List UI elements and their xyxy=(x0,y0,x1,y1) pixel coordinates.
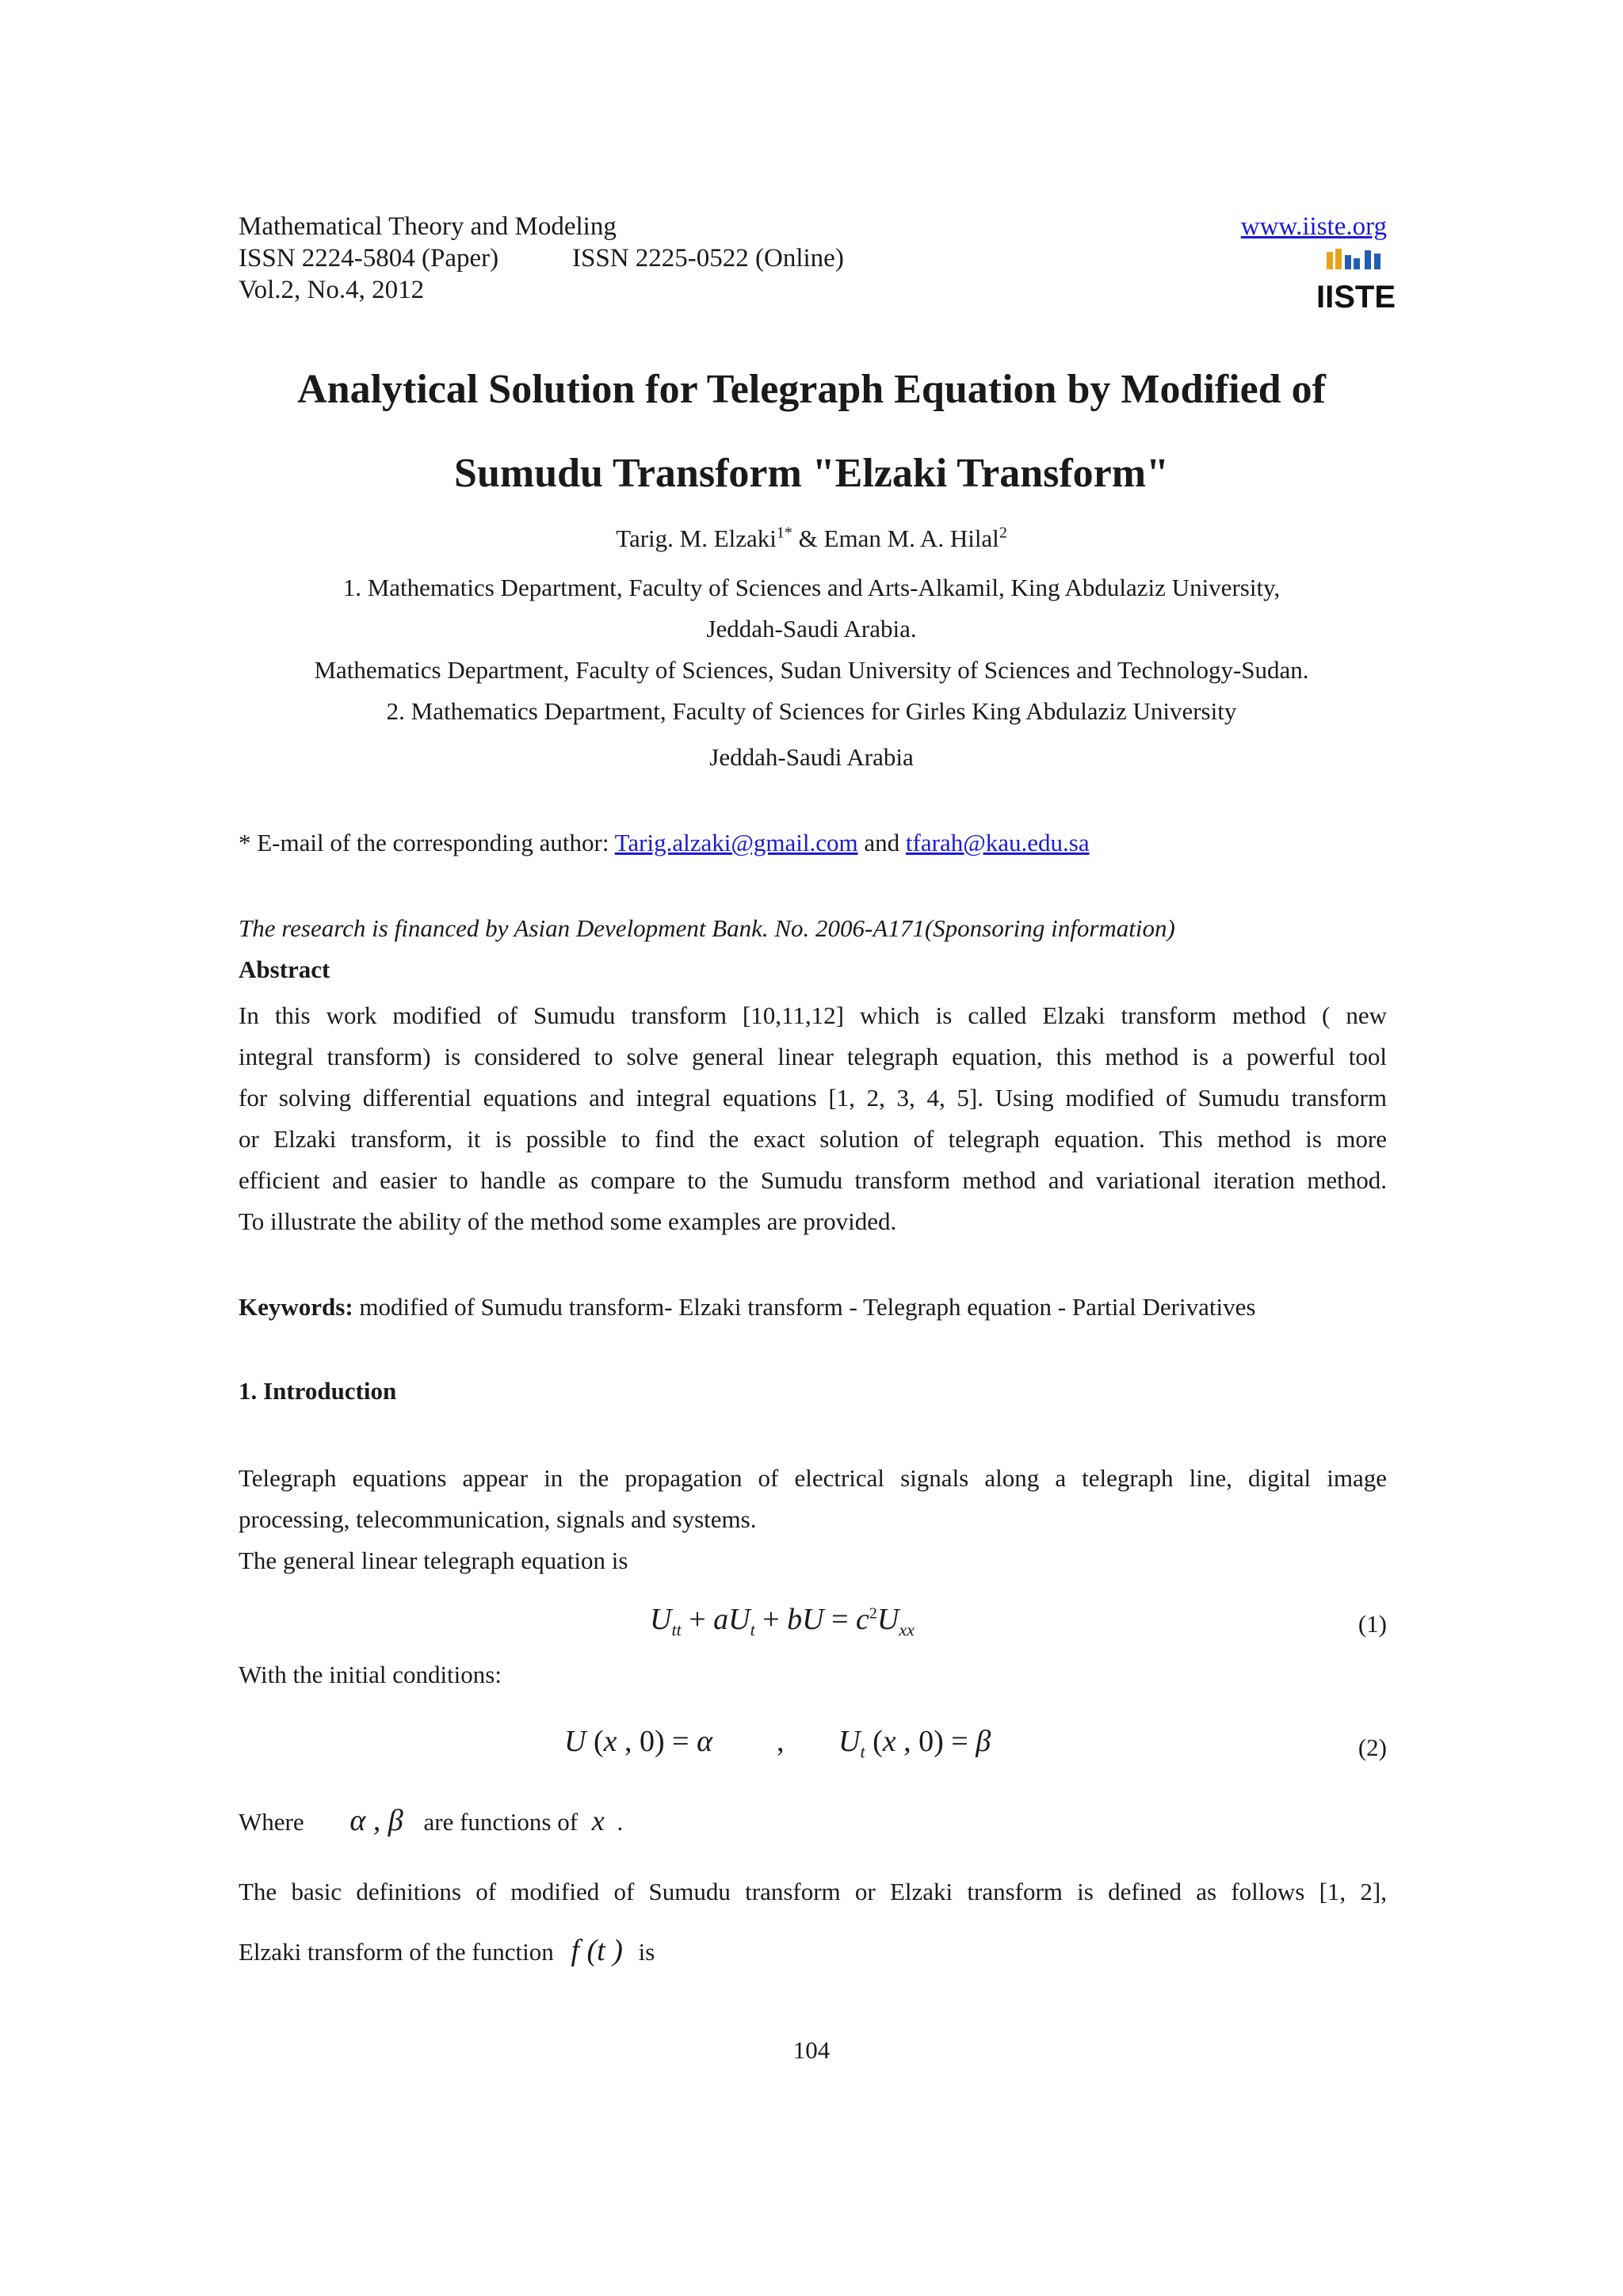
definition-line: The basic definitions of modified of Sumudu transform or Elzaki transform is defined as follows [1, 2], xyxy=(239,1878,1387,1905)
where-line xyxy=(239,1803,623,1838)
abstract-line: efficient and easier to handle as compare to the Sumudu transform method and variational iteration method. xyxy=(239,1166,1387,1194)
definition-line-2 xyxy=(239,1933,655,1968)
where-period: . xyxy=(617,1808,624,1836)
equation-2-comma: , xyxy=(777,1725,785,1758)
affiliation-line: Jeddah-Saudi Arabia xyxy=(709,743,914,771)
keywords-text: modified of Sumudu transform- Elzaki transform - Telegraph equation - Partial Derivatives xyxy=(353,1293,1256,1321)
equation-2-initial-ut: $U_t$ (x , 0) = β xyxy=(838,1725,991,1762)
issn-paper: ISSN 2224-5804 (Paper) xyxy=(239,244,499,273)
keywords xyxy=(239,1293,1255,1322)
abstract-body xyxy=(239,995,1387,1242)
authors-line xyxy=(0,524,1623,553)
corresponding-email xyxy=(239,829,1090,857)
author-1: Tarig. M. Elzaki xyxy=(616,524,777,552)
affiliation-line: 2. Mathematics Department, Faculty of Sciences for Girles King Abdulaziz University xyxy=(386,697,1237,725)
initial-conditions-label: With the initial conditions: xyxy=(239,1661,502,1688)
intro-line: processing, telecommunication, signals and systems. xyxy=(239,1505,757,1533)
introduction-paragraph xyxy=(239,1458,1387,1581)
email-prefix: * E-mail of the corresponding author: xyxy=(239,829,615,856)
abstract-line: or Elzaki transform, it is possible to find the exact solution of telegraph equation. This method is more xyxy=(239,1125,1387,1153)
journal-name: Mathematical Theory and Modeling xyxy=(239,212,617,241)
journal-website-link[interactable]: www.iiste.org xyxy=(1240,212,1387,241)
intro-line: Telegraph equations appear in the propagation of electrical signals along a telegraph line, digital image xyxy=(239,1464,1387,1492)
abstract-line: integral transform) is considered to solve general linear telegraph equation, this method is a powerful tool xyxy=(239,1043,1387,1070)
author-2-affiliation: 2 xyxy=(999,524,1007,542)
variable-x: x xyxy=(591,1805,605,1836)
svg-text:IISTE: IISTE xyxy=(1316,280,1396,315)
author-1-affiliation: 1* xyxy=(776,524,792,542)
issn-online: ISSN 2225-0522 (Online) xyxy=(572,244,844,273)
definition-prefix: Elzaki transform of the function xyxy=(239,1938,554,1966)
affiliation-line: Mathematics Department, Faculty of Sciences, Sudan University of Sciences and Technology-Sudan. xyxy=(314,656,1309,684)
section-heading-introduction: 1. Introduction xyxy=(239,1377,397,1405)
equation-1-number: (1) xyxy=(1358,1610,1387,1638)
keywords-label: Keywords: xyxy=(239,1293,353,1321)
definition-paragraph xyxy=(239,1871,1387,1913)
where-word: Where xyxy=(239,1808,304,1836)
email-link-2[interactable]: tfarah@kau.edu.sa xyxy=(905,829,1090,856)
intro-general-statement: The general linear telegraph equation is xyxy=(239,1547,628,1574)
iiste-logo-graphic xyxy=(1316,247,1396,315)
paper-title-line-1: Analytical Solution for Telegraph Equation by Modified of xyxy=(297,367,1326,412)
volume-issue: Vol.2, No.4, 2012 xyxy=(239,276,425,304)
iiste-logo xyxy=(1316,247,1396,315)
affiliation-line: 1. Mathematics Department, Faculty of Sciences and Arts-Alkamil, King Abdulaziz University, xyxy=(342,574,1281,601)
abstract-line: for solving differential equations and integral equations [1, 2, 3, 4, 5]. Using modified of Sumudu transform xyxy=(239,1084,1387,1112)
definition-suffix: is xyxy=(638,1938,655,1966)
equation-2-initial-u: U (x , 0) = α xyxy=(564,1725,713,1758)
email-link-1[interactable]: Tarig.alzaki@gmail.com xyxy=(614,829,858,856)
paper-title-line-2: Sumudu Transform "Elzaki Transform" xyxy=(454,451,1169,496)
function-f-of-t: f (t ) xyxy=(571,1934,623,1967)
alpha-beta-symbols: α , β xyxy=(349,1804,403,1837)
affiliation-line: Jeddah-Saudi Arabia. xyxy=(706,615,917,643)
abstract-line: To illustrate the ability of the method some examples are provided. xyxy=(239,1207,897,1235)
email-and: and xyxy=(857,829,906,856)
equation-2-number: (2) xyxy=(1358,1733,1387,1761)
equation-1-telegraph: $U_{tt} + aU_t$ + bU = $c^2U_{xx}$ xyxy=(650,1603,915,1640)
authors-and: & xyxy=(792,524,824,552)
abstract-line: In this work modified of Sumudu transform [10,11,12] which is called Elzaki transform method ( new xyxy=(239,1001,1387,1029)
abstract-heading: Abstract xyxy=(239,955,330,983)
sponsor-info: The research is financed by Asian Development Bank. No. 2006-A171(Sponsoring information) xyxy=(239,914,1175,942)
page-number: 104 xyxy=(792,2036,831,2064)
author-2: Eman M. A. Hilal xyxy=(823,524,999,552)
are-functions-text: are functions of xyxy=(423,1808,579,1836)
